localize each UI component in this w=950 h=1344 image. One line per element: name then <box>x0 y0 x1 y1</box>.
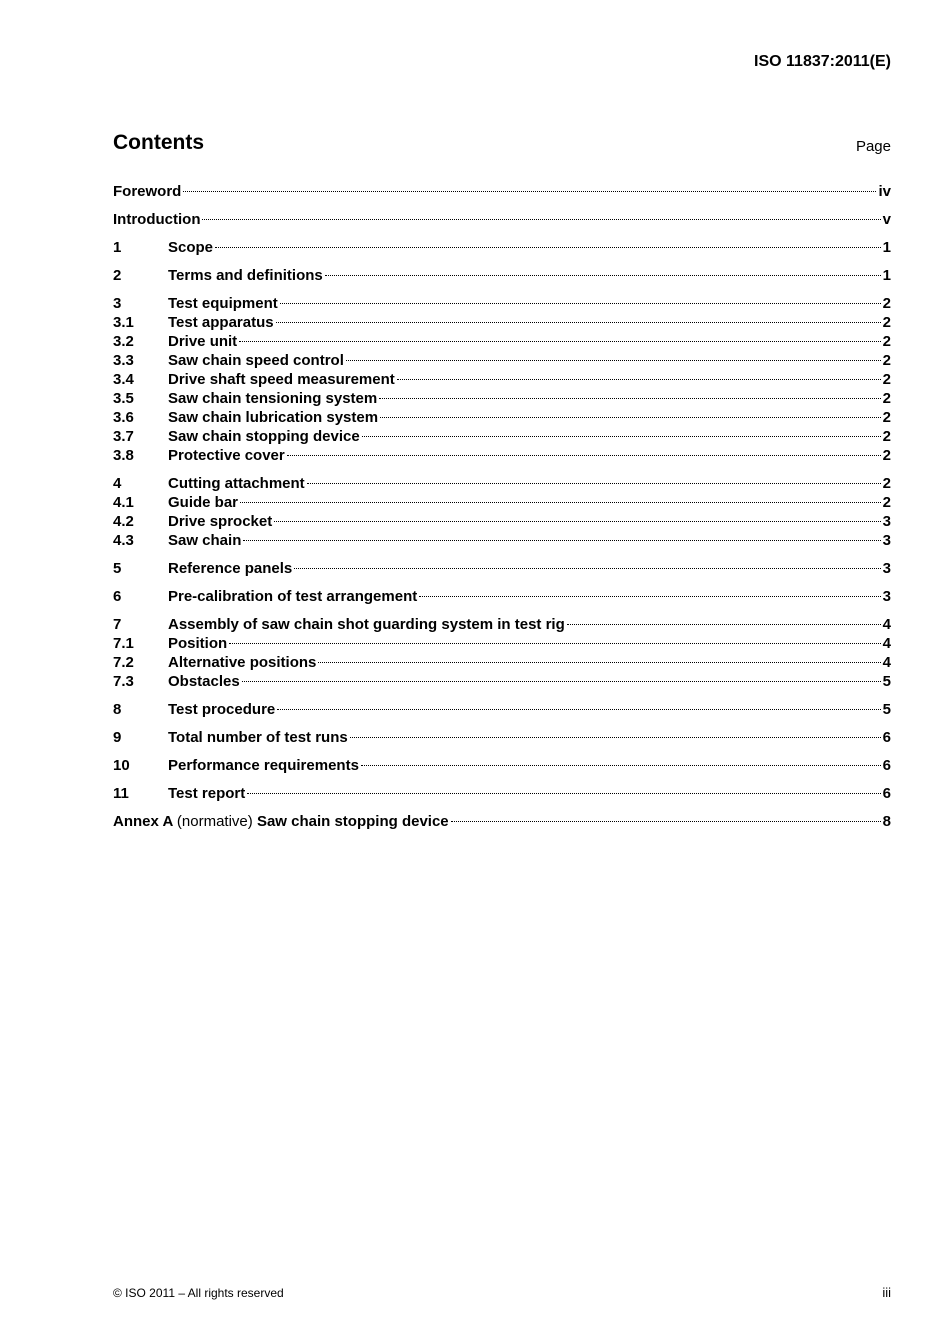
toc-entry-title: Guide bar <box>168 494 239 511</box>
toc-entry-number: 1 <box>113 239 122 256</box>
toc-entry-title: Drive shaft speed measurement <box>168 371 395 388</box>
toc-entry-page: 2 <box>882 428 891 445</box>
toc-entry-title: Saw chain speed control <box>168 352 344 369</box>
toc-dot-leader <box>280 303 881 304</box>
toc-entry[interactable] <box>113 351 891 370</box>
toc-entry-annex[interactable] <box>113 812 891 831</box>
toc-entry-number: 3.5 <box>113 390 134 407</box>
toc-entry[interactable] <box>113 587 891 606</box>
toc-group <box>113 182 891 201</box>
toc-dot-leader <box>346 360 881 361</box>
toc-entry[interactable] <box>113 266 891 285</box>
toc-entry-number: 4.1 <box>113 494 134 511</box>
annex-label: Annex A <box>113 813 173 830</box>
toc-entry-page: 2 <box>882 409 891 426</box>
toc-dot-leader <box>379 398 880 399</box>
toc-entry[interactable] <box>113 559 891 578</box>
toc-dot-leader <box>243 540 880 541</box>
table-of-contents <box>113 182 891 840</box>
toc-entry-title: Drive sprocket <box>168 513 273 530</box>
toc-dot-leader <box>397 379 881 380</box>
toc-entry[interactable] <box>113 389 891 408</box>
toc-dot-leader <box>380 417 881 418</box>
page-title: Contents <box>113 131 204 154</box>
toc-group <box>113 784 891 803</box>
toc-entry-number: 3 <box>113 295 122 312</box>
toc-group <box>113 756 891 775</box>
toc-dot-leader <box>451 821 881 822</box>
toc-dot-leader <box>287 455 881 456</box>
toc-entry-page: 2 <box>882 447 891 464</box>
toc-group <box>113 615 891 691</box>
toc-entry-number: 4.2 <box>113 513 134 530</box>
footer-copyright: © ISO 2011 – All rights reserved <box>113 1286 284 1300</box>
toc-entry-number: 7 <box>113 616 122 633</box>
toc-dot-leader <box>215 247 881 248</box>
toc-entry-page: v <box>882 211 891 228</box>
toc-entry-number: 4 <box>113 475 122 492</box>
toc-group <box>113 266 891 285</box>
toc-entry-number: 3.4 <box>113 371 134 388</box>
page-column-label: Page <box>855 138 891 155</box>
toc-entry[interactable] <box>113 210 891 229</box>
toc-dot-leader <box>276 322 881 323</box>
toc-entry-page: 3 <box>882 513 891 530</box>
toc-entry-number: 7.1 <box>113 635 134 652</box>
toc-group <box>113 587 891 606</box>
toc-entry-page: 2 <box>882 371 891 388</box>
toc-group <box>113 474 891 550</box>
toc-dot-leader <box>239 341 880 342</box>
toc-entry[interactable] <box>113 294 891 313</box>
toc-entry-title: Position <box>168 635 228 652</box>
toc-entry-title: Saw chain stopping device <box>168 428 360 445</box>
toc-entry-number: 3.2 <box>113 333 134 350</box>
toc-entry[interactable] <box>113 653 891 672</box>
toc-dot-leader <box>274 521 880 522</box>
toc-entry-title: Test equipment <box>168 295 278 312</box>
toc-dot-leader <box>325 275 881 276</box>
toc-entry[interactable] <box>113 784 891 803</box>
toc-group <box>113 728 891 747</box>
toc-entry-title: Performance requirements <box>168 757 359 774</box>
toc-entry[interactable] <box>113 531 891 550</box>
toc-entry[interactable] <box>113 182 891 201</box>
toc-entry[interactable] <box>113 634 891 653</box>
toc-entry-number: 3.6 <box>113 409 134 426</box>
toc-entry[interactable] <box>113 370 891 389</box>
toc-entry[interactable] <box>113 700 891 719</box>
toc-entry[interactable] <box>113 672 891 691</box>
toc-entry-title: Saw chain lubrication system <box>168 409 379 426</box>
toc-entry-page: 4 <box>882 616 891 633</box>
toc-dot-leader <box>361 765 881 766</box>
toc-entry-title: Foreword <box>113 183 182 200</box>
toc-entry-number: 8 <box>113 701 122 718</box>
toc-entry-title: Saw chain tensioning system <box>168 390 378 407</box>
toc-entry-number: 3.3 <box>113 352 134 369</box>
toc-dot-leader <box>183 191 876 192</box>
toc-entry[interactable] <box>113 332 891 351</box>
toc-entry-title: Test apparatus <box>168 314 274 331</box>
toc-entry-page: iv <box>878 183 891 200</box>
toc-entry-number: 3.1 <box>113 314 134 331</box>
toc-entry-title: Saw chain <box>168 532 242 549</box>
toc-entry-page: 3 <box>882 588 891 605</box>
annex-type: (normative) <box>176 813 253 830</box>
toc-entry-page: 4 <box>882 635 891 652</box>
toc-entry-number: 11 <box>113 785 129 802</box>
toc-entry[interactable] <box>113 756 891 775</box>
toc-entry-title: Reference panels <box>168 560 293 577</box>
toc-dot-leader <box>240 502 881 503</box>
toc-dot-leader <box>294 568 880 569</box>
toc-entry-page: 4 <box>882 654 891 671</box>
footer-page-number: iii <box>882 1285 891 1300</box>
toc-entry-title: Pre-calibration of test arrangement <box>168 588 418 605</box>
toc-entry-title: Test report <box>168 785 246 802</box>
toc-dot-leader <box>229 643 880 644</box>
toc-entry-number: 3.7 <box>113 428 134 445</box>
toc-entry-page: 2 <box>882 352 891 369</box>
toc-entry[interactable] <box>113 238 891 257</box>
toc-entry-page: 2 <box>882 314 891 331</box>
toc-dot-leader <box>202 219 880 220</box>
toc-dot-leader <box>247 793 880 794</box>
toc-entry-number: 5 <box>113 560 122 577</box>
toc-entry-title: Alternative positions <box>168 654 317 671</box>
toc-entry-page: 2 <box>882 494 891 511</box>
toc-entry-title: Obstacles <box>168 673 240 690</box>
toc-entry[interactable] <box>113 408 891 427</box>
toc-entry-page: 6 <box>882 785 891 802</box>
toc-entry[interactable] <box>113 615 891 634</box>
toc-dot-leader <box>277 709 880 710</box>
document-id: ISO 11837:2011(E) <box>754 53 891 70</box>
toc-entry-title: Introduction <box>113 211 201 228</box>
toc-entry-number: 3.8 <box>113 447 134 464</box>
toc-entry-page: 3 <box>882 560 891 577</box>
toc-entry-page: 1 <box>882 239 891 256</box>
toc-entry-number: 10 <box>113 757 130 774</box>
toc-entry[interactable] <box>113 427 891 446</box>
toc-entry-number: 7.2 <box>113 654 134 671</box>
toc-entry[interactable] <box>113 512 891 531</box>
toc-entry[interactable] <box>113 493 891 512</box>
toc-entry-title: Total number of test runs <box>168 729 348 746</box>
toc-entry-page: 1 <box>882 267 891 284</box>
toc-entry-number: 6 <box>113 588 122 605</box>
toc-entry[interactable] <box>113 474 891 493</box>
toc-entry[interactable] <box>113 313 891 332</box>
toc-entry-title: Protective cover <box>168 447 285 464</box>
toc-group <box>113 294 891 465</box>
annex-title-group <box>113 812 449 831</box>
toc-entry-number: 4.3 <box>113 532 134 549</box>
toc-entry[interactable] <box>113 728 891 747</box>
toc-entry-page: 2 <box>882 475 891 492</box>
toc-dot-leader <box>350 737 881 738</box>
toc-entry-number: 9 <box>113 729 122 746</box>
toc-entry-page: 2 <box>882 390 891 407</box>
toc-entry-title: Terms and definitions <box>168 267 323 284</box>
toc-group <box>113 210 891 229</box>
toc-entry-title: Scope <box>168 239 214 256</box>
toc-entry-page: 8 <box>882 813 891 830</box>
toc-entry[interactable] <box>113 446 891 465</box>
toc-group <box>113 559 891 578</box>
toc-entry-title: Cutting attachment <box>168 475 305 492</box>
toc-dot-leader <box>242 681 881 682</box>
toc-entry-number: 7.3 <box>113 673 134 690</box>
toc-entry-page: 6 <box>882 729 891 746</box>
toc-entry-title: Drive unit <box>168 333 238 350</box>
toc-dot-leader <box>362 436 881 437</box>
toc-dot-leader <box>307 483 881 484</box>
toc-dot-leader <box>567 624 881 625</box>
toc-entry-page: 5 <box>882 701 891 718</box>
toc-entry-page: 2 <box>882 295 891 312</box>
toc-entry-page: 5 <box>882 673 891 690</box>
toc-group <box>113 238 891 257</box>
toc-dot-leader <box>419 596 880 597</box>
toc-entry-page: 6 <box>882 757 891 774</box>
toc-dot-leader <box>318 662 880 663</box>
toc-entry-page: 2 <box>882 333 891 350</box>
annex-title: Saw chain stopping device <box>256 813 449 830</box>
toc-group-annex <box>113 812 891 831</box>
toc-group <box>113 700 891 719</box>
toc-entry-number: 2 <box>113 267 122 284</box>
toc-entry-title: Test procedure <box>168 701 276 718</box>
toc-entry-title: Assembly of saw chain shot guarding system in test rig <box>168 616 565 633</box>
toc-entry-page: 3 <box>882 532 891 549</box>
